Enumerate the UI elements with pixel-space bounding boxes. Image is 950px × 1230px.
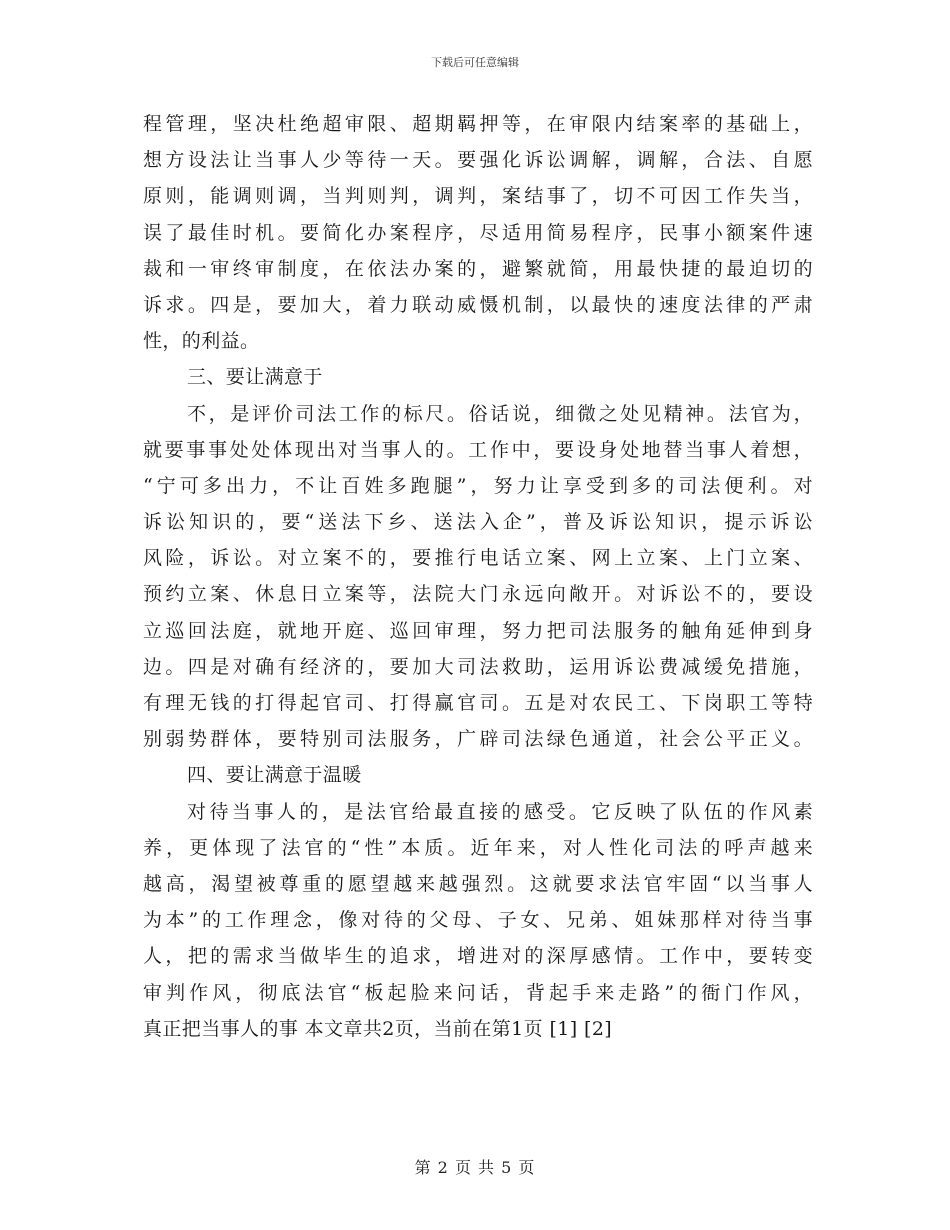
paragraph-line: 立巡回法庭，就地开庭、巡回审理，努力把司法服务的触角延伸到身 bbox=[143, 619, 813, 642]
paragraph-line: 诉求。四是，要加大，着力联动威慑机制，以最快的速度法律的严肃 bbox=[143, 293, 813, 316]
page-footer: 第 2 页 共 5 页 bbox=[414, 1158, 536, 1177]
paragraph-line: 审判作风，彻底法官“板起脸来问话，背起手来走路”的衙门作风， bbox=[143, 981, 813, 1004]
paragraph-line: “宁可多出力，不让百姓多跑腿”，努力让享受到多的司法便利。对 bbox=[143, 474, 813, 497]
paragraph-line: 人，把的需求当做毕生的追求，增进对的深厚感情。工作中，要转变 bbox=[143, 945, 813, 968]
paragraph-line: 不，是评价司法工作的标尺。俗话说，细微之处见精神。法官为， bbox=[187, 402, 813, 425]
paragraph-line: 对待当事人的，是法官给最直接的感受。它反映了队伍的作风素 bbox=[187, 800, 813, 823]
paragraph-line: 有理无钱的打得起官司、打得赢官司。五是对农民工、下岗职工等特 bbox=[143, 692, 813, 714]
paragraph-line: 程管理，坚决杜绝超审限、超期羁押等，在审限内结案率的基础上， bbox=[143, 113, 813, 135]
page-header: 下载后可任意编辑 bbox=[431, 56, 519, 69]
paragraph-line: 预约立案、休息日立案等，法院大门永远向敞开。对诉讼不的，要设 bbox=[143, 583, 813, 606]
paragraph-line: 养，更体现了法官的“性”本质。近年来，对人性化司法的呼声越来 bbox=[143, 836, 813, 859]
paragraph-line-with-pagination: 真正把当事人的事 本文章共2页，当前在第1页 [1] [2] bbox=[143, 1017, 613, 1040]
paragraph-line: 风险，诉讼。对立案不的，要推行电话立案、网上立案、上门立案、 bbox=[143, 547, 813, 570]
paragraph-line: 想方设法让当事人少等待一天。要强化诉讼调解，调解，合法、自愿 bbox=[143, 149, 813, 172]
paragraph-line: 就要事事处处体现出对当事人的。工作中，要设身处地替当事人着想， bbox=[143, 438, 813, 461]
paragraph-line: 诉讼知识的，要“送法下乡、送法入企”，普及诉讼知识，提示诉讼 bbox=[143, 511, 813, 534]
paragraph-line: 裁和一审终审制度，在依法办案的，避繁就简，用最快捷的最迫切的 bbox=[143, 257, 813, 280]
paragraph-line: 误了最佳时机。要简化办案程序，尽适用简易程序，民事小额案件速 bbox=[143, 221, 813, 244]
paragraph-line: 原则，能调则调，当判则判，调判，案结事了，切不可因工作失当， bbox=[143, 185, 813, 208]
section-heading: 四、要让满意于温暖 bbox=[187, 764, 362, 787]
paragraph-line: 别弱势群体，要特别司法服务，广辟司法绿色通道，社会公平正义。 bbox=[143, 728, 813, 751]
paragraph-line: 为本”的工作理念，像对待的父母、子女、兄弟、姐妹那样对待当事 bbox=[143, 909, 813, 932]
paragraph-line: 性，的利益。 bbox=[143, 330, 260, 353]
paragraph-line: 边。四是对确有经济的，要加大司法救助，运用诉讼费减缓免措施， bbox=[143, 655, 813, 678]
section-heading: 三、要让满意于 bbox=[187, 366, 323, 389]
paragraph-line: 越高，渴望被尊重的愿望越来越强烈。这就要求法官牢固“以当事人 bbox=[143, 872, 813, 895]
document-body bbox=[143, 106, 813, 1047]
